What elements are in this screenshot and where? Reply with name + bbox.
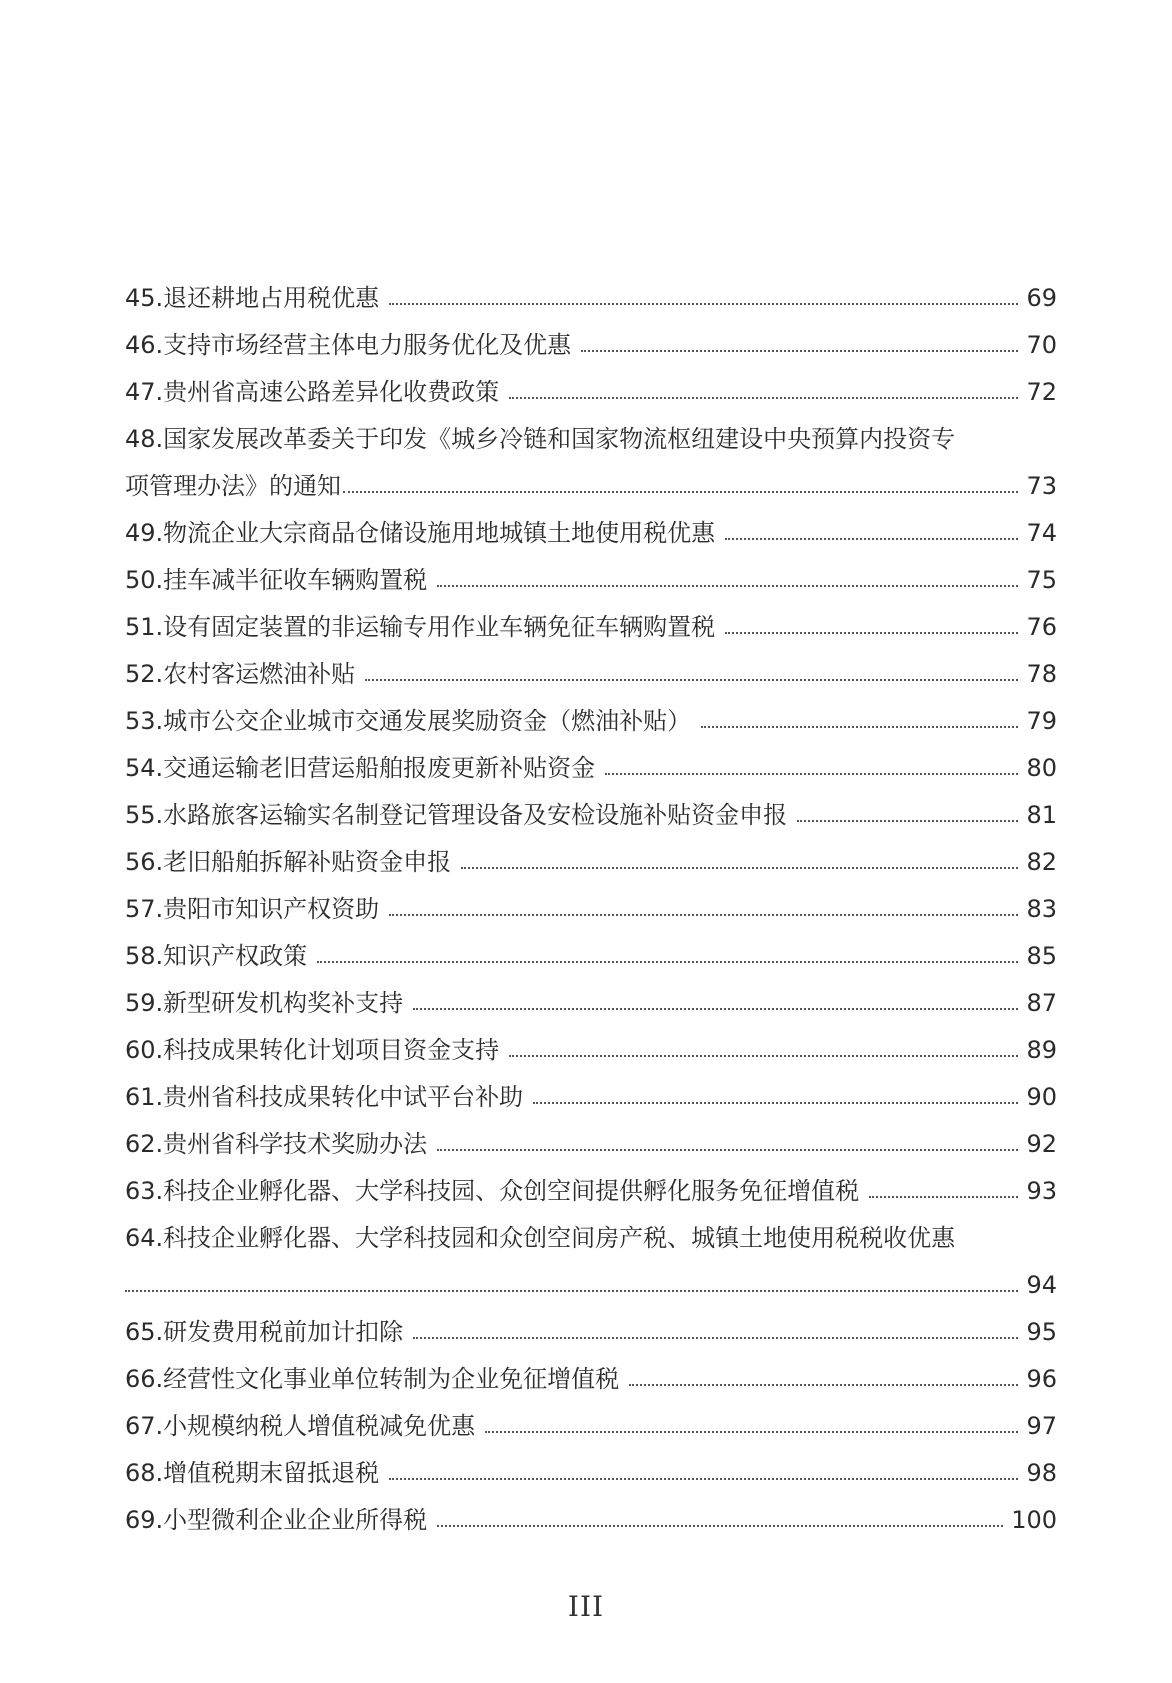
- toc-entry-page: 95: [1026, 1318, 1057, 1346]
- dot-leader: [509, 397, 1018, 399]
- dot-leader: [389, 1478, 1018, 1480]
- toc-entry-title-line2: [125, 460, 1057, 507]
- dot-leader: [413, 1337, 1018, 1339]
- toc-entry-page: 78: [1026, 660, 1057, 688]
- toc-entry-title: 50.挂车减半征收车辆购置税: [125, 566, 428, 594]
- toc-entry-69[interactable]: [125, 1494, 1057, 1541]
- toc-entry-66[interactable]: [125, 1353, 1057, 1400]
- toc-entry-67[interactable]: [125, 1400, 1057, 1447]
- dot-leader: [413, 1008, 1018, 1010]
- toc-entry-page: 85: [1026, 942, 1057, 970]
- dot-leader: [343, 491, 1018, 493]
- dot-leader: [725, 632, 1018, 634]
- dot-leader: [437, 1525, 1003, 1527]
- toc-entry-68[interactable]: [125, 1447, 1057, 1494]
- dot-leader: [125, 1290, 1018, 1292]
- dot-leader: [797, 820, 1018, 822]
- dot-leader: [485, 1431, 1018, 1433]
- toc-entry-page: 69: [1026, 284, 1057, 312]
- toc-entry-57[interactable]: [125, 883, 1057, 930]
- toc-entry-page: 79: [1026, 707, 1057, 735]
- toc-entry-title: 60.科技成果转化计划项目资金支持: [125, 1036, 500, 1064]
- toc-entry-title: 57.贵阳市知识产权资助: [125, 895, 380, 923]
- toc-entry-page: 76: [1026, 613, 1057, 641]
- dot-leader: [725, 538, 1018, 540]
- toc-entry-title: 66.经营性文化事业单位转制为企业免征增值税: [125, 1365, 620, 1393]
- toc-entry-title: 67.小规模纳税人增值税减免优惠: [125, 1412, 476, 1440]
- toc-entry-page: 93: [1026, 1177, 1057, 1205]
- toc-entry-59[interactable]: [125, 977, 1057, 1024]
- toc-entry-page: 94: [1026, 1271, 1057, 1299]
- toc-entry-title: 46.支持市场经营主体电力服务优化及优惠: [125, 331, 572, 359]
- dot-leader: [581, 350, 1018, 352]
- toc-entry-51[interactable]: [125, 601, 1057, 648]
- toc-entry-page: 89: [1026, 1036, 1057, 1064]
- toc-entry-title-line1: [125, 1212, 1057, 1259]
- dot-leader: [629, 1384, 1018, 1386]
- dot-leader: [389, 914, 1018, 916]
- toc-entry-title: 56.老旧船舶拆解补贴资金申报: [125, 848, 452, 876]
- toc-entry-page: 72: [1026, 378, 1057, 406]
- toc-entry-title: 61.贵州省科技成果转化中试平台补助: [125, 1083, 524, 1111]
- toc-entry-46[interactable]: [125, 319, 1057, 366]
- toc-entry-48[interactable]: [125, 413, 1057, 507]
- toc-entry-58[interactable]: [125, 930, 1057, 977]
- toc-entry-page: 97: [1026, 1412, 1057, 1440]
- toc-entry-47[interactable]: [125, 366, 1057, 413]
- toc-entry-title: 58.知识产权政策: [125, 942, 308, 970]
- toc-entry-title: 项管理办法》的通知: [125, 472, 341, 500]
- toc-entry-62[interactable]: [125, 1118, 1057, 1165]
- toc-entry-page: 80: [1026, 754, 1057, 782]
- dot-leader: [509, 1055, 1018, 1057]
- toc-entry-title: 53.城市公交企业城市交通发展奖励资金（燃油补贴）: [125, 707, 692, 735]
- toc-entry-title: 55.水路旅客运输实名制登记管理设备及安检设施补贴资金申报: [125, 801, 788, 829]
- toc-entry-title-line2: [125, 1259, 1057, 1306]
- toc-entry-title: 68.增值税期末留抵退税: [125, 1459, 380, 1487]
- toc-entry-title: 52.农村客运燃油补贴: [125, 660, 356, 688]
- toc-entry-page: 74: [1026, 519, 1057, 547]
- toc-entry-page: 83: [1026, 895, 1057, 923]
- toc-entry-63[interactable]: [125, 1165, 1057, 1212]
- toc-entry-title: 45.退还耕地占用税优惠: [125, 284, 380, 312]
- toc-entry-title-line1: [125, 413, 1057, 460]
- toc-entry-page: 90: [1026, 1083, 1057, 1111]
- dot-leader: [317, 961, 1018, 963]
- toc-entry-53[interactable]: [125, 695, 1057, 742]
- dot-leader: [437, 585, 1018, 587]
- toc-entry-title: 49.物流企业大宗商品仓储设施用地城镇土地使用税优惠: [125, 519, 716, 547]
- dot-leader: [701, 726, 1018, 728]
- toc-entry-page: 75: [1026, 566, 1057, 594]
- toc-entry-page: 100: [1011, 1506, 1057, 1534]
- toc-entry-49[interactable]: [125, 507, 1057, 554]
- toc-entry-55[interactable]: [125, 789, 1057, 836]
- toc-entry-65[interactable]: [125, 1306, 1057, 1353]
- toc-entry-title: 59.新型研发机构奖补支持: [125, 989, 404, 1017]
- toc-entry-title: 62.贵州省科学技术奖励办法: [125, 1130, 428, 1158]
- toc-entry-page: 96: [1026, 1365, 1057, 1393]
- dot-leader: [605, 773, 1018, 775]
- toc-entry-title: 65.研发费用税前加计扣除: [125, 1318, 404, 1346]
- toc-entry-title: 51.设有固定装置的非运输专用作业车辆免征车辆购置税: [125, 613, 716, 641]
- toc-entry-64[interactable]: [125, 1212, 1057, 1306]
- toc-entry-title-first-line: 48.国家发展改革委关于印发《城乡冷链和国家物流枢纽建设中央预算内投资专: [125, 425, 956, 453]
- toc-entry-page: 73: [1026, 472, 1057, 500]
- toc-entry-page: 82: [1026, 848, 1057, 876]
- toc-entry-page: 81: [1026, 801, 1057, 829]
- dot-leader: [437, 1149, 1018, 1151]
- table-of-contents: [125, 272, 1057, 1541]
- toc-entry-page: 92: [1026, 1130, 1057, 1158]
- toc-entry-page: 70: [1026, 331, 1057, 359]
- dot-leader: [365, 679, 1018, 681]
- toc-entry-title-first-line: 64.科技企业孵化器、大学科技园和众创空间房产税、城镇土地使用税税收优惠: [125, 1224, 956, 1252]
- toc-entry-61[interactable]: [125, 1071, 1057, 1118]
- toc-entry-title: 63.科技企业孵化器、大学科技园、众创空间提供孵化服务免征增值税: [125, 1177, 860, 1205]
- toc-entry-52[interactable]: [125, 648, 1057, 695]
- toc-entry-56[interactable]: [125, 836, 1057, 883]
- page-number: III: [567, 1590, 605, 1623]
- dot-leader: [389, 303, 1018, 305]
- dot-leader: [533, 1102, 1018, 1104]
- toc-entry-title: 69.小型微利企业企业所得税: [125, 1506, 428, 1534]
- toc-entry-page: 87: [1026, 989, 1057, 1017]
- toc-entry-45[interactable]: [125, 272, 1057, 319]
- toc-entry-60[interactable]: [125, 1024, 1057, 1071]
- toc-entry-50[interactable]: [125, 554, 1057, 601]
- toc-entry-title: 47.贵州省高速公路差异化收费政策: [125, 378, 500, 406]
- toc-entry-54[interactable]: [125, 742, 1057, 789]
- dot-leader: [869, 1196, 1018, 1198]
- dot-leader: [461, 867, 1018, 869]
- toc-entry-title: 54.交通运输老旧营运船舶报废更新补贴资金: [125, 754, 596, 782]
- toc-entry-page: 98: [1026, 1459, 1057, 1487]
